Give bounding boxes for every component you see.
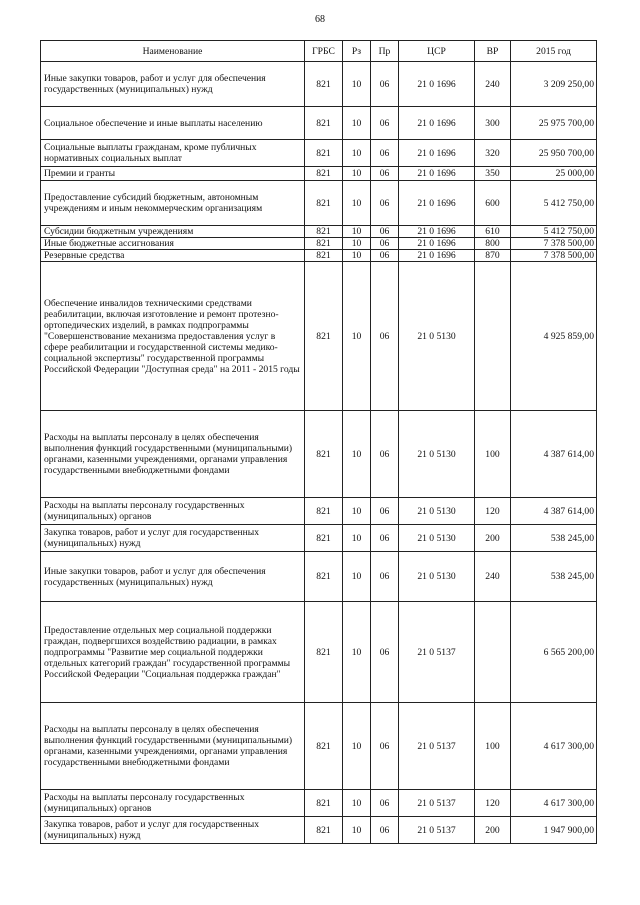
row-name: Обеспечение инвалидов техническими средствами реабилитации, включая изготовление и ремонт протезно-ортопедических изделий, в рамках подпрограммы "Совершенствование механизма предоставления услуг в сфере реабилитации и государственной системы медико-социальной экспертизы" государственной программы Российской Федерации "Доступная среда" на 2011 - 2015 годы <box>41 262 305 411</box>
row-csr: 21 0 5130 <box>399 525 475 552</box>
table-row <box>41 238 597 250</box>
row-name: Расходы на выплаты персоналу государственных (муниципальных) органов <box>41 498 305 525</box>
table-row <box>41 552 597 602</box>
row-csr: 21 0 1696 <box>399 226 475 238</box>
row-grbs: 821 <box>305 181 343 226</box>
row-csr: 21 0 5130 <box>399 411 475 498</box>
row-grbs: 821 <box>305 703 343 790</box>
row-name: Иные закупки товаров, работ и услуг для обеспечения государственных (муниципальных) нужд <box>41 62 305 107</box>
row-rz: 10 <box>343 552 371 602</box>
row-vr: 120 <box>475 790 511 817</box>
row-name: Закупка товаров, работ и услуг для государственных (муниципальных) нужд <box>41 525 305 552</box>
row-amount: 6 565 200,00 <box>511 602 597 703</box>
column-header-grbs: ГРБС <box>305 41 343 62</box>
row-name: Предоставление отдельных мер социальной поддержки граждан, подвергшихся воздействию радиации, в рамках подпрограммы "Развитие мер социальной поддержки отдельных категорий граждан" государственной программы Российской Федерации "Социальная поддержка граждан" <box>41 602 305 703</box>
column-header-vr: ВР <box>475 41 511 62</box>
row-csr: 21 0 1696 <box>399 107 475 140</box>
row-csr: 21 0 5130 <box>399 262 475 411</box>
row-name: Предоставление субсидий бюджетным, автономным учреждениям и иным некоммерческим организациям <box>41 181 305 226</box>
row-rz: 10 <box>343 226 371 238</box>
row-grbs: 821 <box>305 107 343 140</box>
row-grbs: 821 <box>305 140 343 167</box>
row-rz: 10 <box>343 703 371 790</box>
table-row <box>41 226 597 238</box>
table-row <box>41 411 597 498</box>
row-vr: 870 <box>475 250 511 262</box>
row-rz: 10 <box>343 262 371 411</box>
row-csr: 21 0 5137 <box>399 790 475 817</box>
row-pr: 06 <box>371 140 399 167</box>
row-pr: 06 <box>371 62 399 107</box>
row-rz: 10 <box>343 107 371 140</box>
row-name: Иные бюджетные ассигнования <box>41 238 305 250</box>
row-pr: 06 <box>371 226 399 238</box>
row-rz: 10 <box>343 411 371 498</box>
row-pr: 06 <box>371 250 399 262</box>
row-csr: 21 0 1696 <box>399 167 475 181</box>
row-csr: 21 0 1696 <box>399 238 475 250</box>
row-pr: 06 <box>371 552 399 602</box>
row-name: Иные закупки товаров, работ и услуг для обеспечения государственных (муниципальных) нужд <box>41 552 305 602</box>
row-pr: 06 <box>371 602 399 703</box>
row-pr: 06 <box>371 817 399 844</box>
table-row <box>41 250 597 262</box>
row-vr <box>475 262 511 411</box>
row-amount: 1 947 900,00 <box>511 817 597 844</box>
row-grbs: 821 <box>305 167 343 181</box>
row-rz: 10 <box>343 181 371 226</box>
table-row <box>41 107 597 140</box>
row-amount: 538 245,00 <box>511 552 597 602</box>
row-pr: 06 <box>371 790 399 817</box>
row-vr: 800 <box>475 238 511 250</box>
row-pr: 06 <box>371 703 399 790</box>
row-csr: 21 0 1696 <box>399 140 475 167</box>
row-amount: 7 378 500,00 <box>511 238 597 250</box>
row-grbs: 821 <box>305 226 343 238</box>
row-rz: 10 <box>343 238 371 250</box>
row-vr: 240 <box>475 552 511 602</box>
row-grbs: 821 <box>305 817 343 844</box>
row-pr: 06 <box>371 525 399 552</box>
table-row <box>41 817 597 844</box>
row-csr: 21 0 5130 <box>399 552 475 602</box>
column-header-csr: ЦСР <box>399 41 475 62</box>
row-amount: 25 950 700,00 <box>511 140 597 167</box>
row-rz: 10 <box>343 140 371 167</box>
row-pr: 06 <box>371 498 399 525</box>
row-rz: 10 <box>343 250 371 262</box>
row-rz: 10 <box>343 167 371 181</box>
row-grbs: 821 <box>305 552 343 602</box>
row-name: Расходы на выплаты персоналу в целях обеспечения выполнения функций государственными (муниципальными) органами, казенными учреждениями, органами управления государственными внебюджетными фондами <box>41 411 305 498</box>
row-csr: 21 0 1696 <box>399 62 475 107</box>
row-pr: 06 <box>371 167 399 181</box>
row-rz: 10 <box>343 790 371 817</box>
row-rz: 10 <box>343 817 371 844</box>
budget-table <box>40 40 597 844</box>
row-csr: 21 0 1696 <box>399 181 475 226</box>
row-grbs: 821 <box>305 602 343 703</box>
row-name: Расходы на выплаты персоналу в целях обеспечения выполнения функций государственными (муниципальными) органами, казенными учреждениями, органами управления государственными внебюджетными фондами <box>41 703 305 790</box>
row-name: Резервные средства <box>41 250 305 262</box>
row-pr: 06 <box>371 181 399 226</box>
row-rz: 10 <box>343 62 371 107</box>
row-csr: 21 0 5130 <box>399 498 475 525</box>
row-vr: 100 <box>475 703 511 790</box>
row-amount: 538 245,00 <box>511 525 597 552</box>
row-grbs: 821 <box>305 250 343 262</box>
row-grbs: 821 <box>305 62 343 107</box>
row-name: Социальные выплаты гражданам, кроме публичных нормативных социальных выплат <box>41 140 305 167</box>
row-csr: 21 0 1696 <box>399 250 475 262</box>
table-row <box>41 262 597 411</box>
table-row <box>41 525 597 552</box>
row-vr: 350 <box>475 167 511 181</box>
row-grbs: 821 <box>305 790 343 817</box>
row-amount: 5 412 750,00 <box>511 226 597 238</box>
row-amount: 4 617 300,00 <box>511 790 597 817</box>
row-amount: 7 378 500,00 <box>511 250 597 262</box>
table-row <box>41 602 597 703</box>
row-name: Субсидии бюджетным учреждениям <box>41 226 305 238</box>
row-vr: 320 <box>475 140 511 167</box>
row-vr: 300 <box>475 107 511 140</box>
row-name: Премии и гранты <box>41 167 305 181</box>
row-vr: 200 <box>475 525 511 552</box>
row-vr: 200 <box>475 817 511 844</box>
page-number: 68 <box>315 14 325 25</box>
row-rz: 10 <box>343 498 371 525</box>
row-amount: 4 387 614,00 <box>511 498 597 525</box>
row-vr: 610 <box>475 226 511 238</box>
row-amount: 5 412 750,00 <box>511 181 597 226</box>
row-pr: 06 <box>371 238 399 250</box>
table-row <box>41 790 597 817</box>
row-pr: 06 <box>371 107 399 140</box>
row-amount: 4 925 859,00 <box>511 262 597 411</box>
table-row <box>41 140 597 167</box>
row-grbs: 821 <box>305 498 343 525</box>
row-vr: 100 <box>475 411 511 498</box>
row-csr: 21 0 5137 <box>399 602 475 703</box>
row-amount: 25 975 700,00 <box>511 107 597 140</box>
row-rz: 10 <box>343 525 371 552</box>
row-vr <box>475 602 511 703</box>
row-csr: 21 0 5137 <box>399 703 475 790</box>
row-csr: 21 0 5137 <box>399 817 475 844</box>
row-name: Расходы на выплаты персоналу государственных (муниципальных) органов <box>41 790 305 817</box>
row-vr: 120 <box>475 498 511 525</box>
table-row <box>41 167 597 181</box>
table-row <box>41 498 597 525</box>
row-amount: 25 000,00 <box>511 167 597 181</box>
row-amount: 4 617 300,00 <box>511 703 597 790</box>
table-row <box>41 62 597 107</box>
column-header-pr: Пр <box>371 41 399 62</box>
row-grbs: 821 <box>305 525 343 552</box>
row-grbs: 821 <box>305 262 343 411</box>
row-vr: 600 <box>475 181 511 226</box>
row-vr: 240 <box>475 62 511 107</box>
column-header-year: 2015 год <box>511 41 597 62</box>
row-grbs: 821 <box>305 411 343 498</box>
table-header-row <box>41 41 597 62</box>
row-pr: 06 <box>371 411 399 498</box>
row-pr: 06 <box>371 262 399 411</box>
table-row <box>41 181 597 226</box>
row-rz: 10 <box>343 602 371 703</box>
row-grbs: 821 <box>305 238 343 250</box>
column-header-rz: Рз <box>343 41 371 62</box>
row-amount: 4 387 614,00 <box>511 411 597 498</box>
column-header-name: Наименование <box>41 41 305 62</box>
table-row <box>41 703 597 790</box>
row-amount: 3 209 250,00 <box>511 62 597 107</box>
row-name: Социальное обеспечение и иные выплаты населению <box>41 107 305 140</box>
row-name: Закупка товаров, работ и услуг для государственных (муниципальных) нужд <box>41 817 305 844</box>
